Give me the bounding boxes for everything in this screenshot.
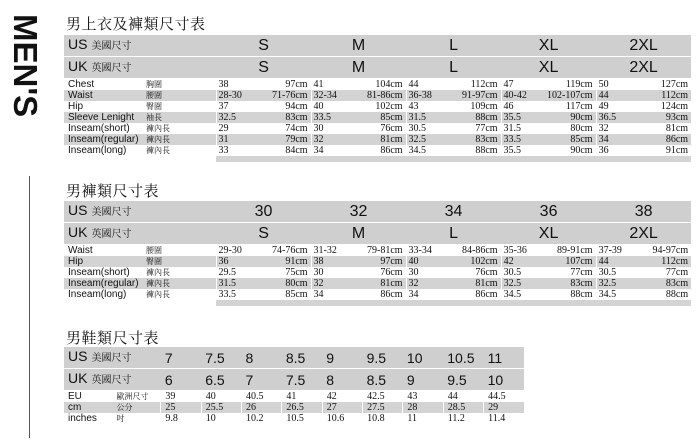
- shoe-measure-value: 39: [161, 391, 201, 403]
- shoe-measure-value: 40: [201, 391, 241, 403]
- shoe-size: 8: [242, 347, 282, 369]
- shoe-measure-value: 40.5: [242, 391, 282, 403]
- tops-size-2xl: 2XL: [596, 57, 691, 79]
- brand-text: MEN'S: [7, 14, 44, 118]
- measure-name-zh: 褲內長: [146, 278, 216, 289]
- measure-cm: 83cm: [444, 134, 501, 145]
- measure-inch: 41: [311, 79, 349, 91]
- tops-size-m: M: [311, 35, 406, 57]
- shoe-size: 7: [161, 347, 201, 369]
- tops-size-table: [64, 35, 691, 162]
- tops-size-xl: XL: [501, 57, 596, 79]
- measure-cm: 112cm: [634, 90, 691, 101]
- measure-name: Inseam(long): [68, 289, 127, 300]
- footer-cell: [596, 300, 691, 306]
- measure-cm: 81-86cm: [349, 90, 406, 101]
- measure-name: cm: [64, 402, 116, 413]
- measure-inch: 32.5: [501, 278, 539, 289]
- size-system-sub: 英國尺寸: [91, 63, 132, 74]
- footer-cell: [216, 300, 311, 306]
- tops-header-row: [64, 35, 691, 57]
- shoe-size: 11: [484, 347, 524, 369]
- measure-cm: 71-76cm: [254, 90, 311, 101]
- shoe-measure-value: 25: [161, 402, 201, 413]
- shoes-size-table: [64, 347, 524, 424]
- measure-cm: 88cm: [570, 289, 593, 300]
- measure-cm: 86cm: [475, 289, 498, 300]
- footer-cell: [406, 156, 501, 162]
- measure-cm: 102cm: [444, 256, 501, 267]
- pants-header-label: [64, 201, 216, 223]
- pants-header-row: [64, 201, 691, 223]
- measure-cm: 90cm: [539, 112, 596, 123]
- measure-name-zh: 臀圍: [146, 102, 162, 111]
- measure-cm: 94-97cm: [652, 245, 689, 256]
- measure-inch: 31.5: [406, 112, 444, 123]
- shoe-size: 9: [403, 369, 443, 391]
- measure-inch: 32.5: [596, 278, 634, 289]
- brand-divider-line: [29, 176, 30, 438]
- pants-footer-bar: [64, 300, 691, 306]
- measure-name: Inseam(short): [68, 123, 130, 134]
- measure-inch: 38: [311, 256, 349, 267]
- size-system-label: UK: [68, 58, 88, 74]
- measure-cm: 127cm: [660, 79, 689, 90]
- shoe-measure-value: 44: [443, 391, 483, 403]
- size-system-sub: 美國尺寸: [91, 353, 132, 364]
- size-system-sub: 英國尺寸: [91, 375, 132, 386]
- measure-cm: 81cm: [444, 278, 501, 289]
- measure-inch: 43: [406, 101, 444, 112]
- pants-header-label: [64, 223, 216, 245]
- measure-name-zh: 褲內長: [146, 268, 170, 277]
- measure-inch: 44: [406, 79, 444, 91]
- measure-inch: 38: [216, 79, 254, 91]
- tops-size-xl: XL: [501, 35, 596, 57]
- measure-inch: 30.5: [596, 267, 634, 278]
- shoe-measure-value: 10.2: [242, 413, 282, 424]
- measure-inch: 32: [406, 278, 444, 289]
- measure-inch: 32-34: [311, 90, 349, 101]
- shoe-size: 9.5: [363, 347, 403, 369]
- measure-cm: 119cm: [565, 79, 593, 90]
- measure-name: inches: [68, 413, 97, 424]
- measure-inch: 31-32: [311, 245, 349, 257]
- shoe-measure-value: 26.5: [282, 402, 322, 413]
- shoe-measure-value: 42.5: [363, 391, 403, 403]
- measure-inch: 31.5: [501, 123, 539, 134]
- measure-inch: 33: [216, 145, 254, 156]
- measure-cm: 74cm: [285, 123, 308, 134]
- measure-inch: 31: [216, 134, 254, 145]
- measure-inch: 34: [406, 289, 444, 300]
- pants-header-row: [64, 223, 691, 245]
- pants-measure-row: [64, 278, 691, 289]
- measure-cm: 83cm: [539, 278, 596, 289]
- tops-measure-row: [64, 101, 691, 112]
- measure-name: Inseam(regular): [64, 278, 146, 289]
- shoe-size: 10.5: [443, 347, 483, 369]
- shoe-measure-value: 10.8: [363, 413, 403, 424]
- footer-cell: [501, 300, 596, 306]
- size-system-label: US: [68, 36, 88, 52]
- tops-footer-bar: [64, 156, 691, 162]
- size-system-label: UK: [68, 224, 88, 240]
- measure-name-zh: 吋: [116, 414, 125, 423]
- measure-name: Inseam(short): [68, 267, 130, 278]
- tops-measure-row: [64, 90, 691, 101]
- shoe-measure-value: 28: [403, 402, 443, 413]
- shoe-measure-value: 25.5: [201, 402, 241, 413]
- measure-inch: 30.5: [406, 123, 444, 134]
- measure-cm: 79-81cm: [367, 245, 403, 256]
- shoe-measure-value: 10.6: [322, 413, 362, 424]
- pants-size-s: S: [216, 223, 311, 245]
- pants-size-m: M: [311, 223, 406, 245]
- shoes-measure-row: [64, 402, 524, 413]
- footer-cell: [311, 156, 406, 162]
- footer-gap: [64, 300, 216, 306]
- measure-name-zh: 歐洲尺寸: [116, 392, 149, 401]
- measure-cm: 81cm: [349, 278, 406, 289]
- measure-inch: 29: [216, 123, 254, 134]
- measure-inch: 34: [311, 289, 349, 300]
- shoe-size: 10: [484, 369, 524, 391]
- measure-inch: 35.5: [501, 112, 539, 123]
- size-system-sub: 美國尺寸: [91, 207, 132, 218]
- tops-measure-row: [64, 112, 691, 123]
- measure-cm: 93cm: [634, 112, 691, 123]
- measure-name: Hip: [68, 101, 84, 112]
- pants-measure-row: [64, 267, 691, 278]
- tops-measure-row: [64, 134, 691, 145]
- measure-inch: 29.5: [216, 267, 254, 278]
- measure-name-zh: 褲內長: [146, 134, 216, 145]
- measure-inch: 36.5: [596, 112, 634, 123]
- measure-inch: 30: [311, 123, 349, 134]
- pants-title: 男褲類尺寸表: [66, 183, 160, 200]
- measure-inch: 34: [596, 134, 634, 145]
- measure-inch: 34.5: [406, 145, 444, 156]
- measure-cm: 112cm: [470, 79, 498, 90]
- shoe-size: 10: [403, 347, 443, 369]
- measure-inch: 35.5: [501, 145, 539, 156]
- tops-measure-row: [64, 79, 691, 91]
- measure-cm: 76cm: [475, 267, 498, 278]
- measure-name-zh: 腰圍: [146, 90, 216, 101]
- shoes-header-label: [64, 347, 161, 369]
- shoe-size: 6.5: [201, 369, 241, 391]
- measure-name: Waist: [64, 90, 146, 101]
- shoe-measure-value: 44.5: [484, 391, 524, 403]
- measure-inch: 49: [596, 101, 634, 112]
- measure-inch: 31.5: [216, 278, 254, 289]
- measure-inch: 36: [216, 256, 254, 267]
- tops-size-s: S: [216, 57, 311, 79]
- measure-inch: 37-39: [596, 245, 634, 257]
- measure-inch: 35-36: [501, 245, 539, 257]
- measure-name-zh: 臀圍: [146, 256, 216, 267]
- shoe-measure-value: 41: [282, 391, 322, 403]
- measure-cm: 80cm: [254, 278, 311, 289]
- measure-inch: 40: [311, 101, 349, 112]
- measure-cm: 89-91cm: [557, 245, 593, 256]
- shoe-measure-value: 11.2: [443, 413, 483, 424]
- measure-cm: 77cm: [475, 123, 498, 134]
- shoe-measure-value: 28.5: [443, 402, 483, 413]
- shoe-size: 6: [161, 369, 201, 391]
- measure-name-zh: 胸圍: [146, 80, 162, 89]
- measure-inch: 50: [596, 79, 634, 91]
- pants-size-table: [64, 201, 691, 306]
- measure-cm: 91cm: [665, 145, 689, 156]
- pants-size-xl: XL: [501, 223, 596, 245]
- measure-inch: 32: [311, 134, 349, 145]
- shoes-header-label: [64, 369, 161, 391]
- pants-size-38: 38: [596, 201, 691, 223]
- measure-cm: 75cm: [285, 267, 308, 278]
- measure-cm: 84-86cm: [462, 245, 498, 256]
- measure-cm: 77cm: [665, 267, 689, 278]
- measure-inch: 32: [311, 278, 349, 289]
- measure-inch: 33.5: [216, 289, 254, 300]
- shoes-measure-row: [64, 391, 524, 403]
- measure-inch: 44: [596, 256, 634, 267]
- shoe-size: 7: [242, 369, 282, 391]
- shoe-size: 8.5: [282, 347, 322, 369]
- shoe-measure-value: 11.4: [484, 413, 524, 424]
- shoes-measure-row: [64, 413, 524, 424]
- measure-cm: 97cm: [349, 256, 406, 267]
- measure-cm: 84cm: [285, 145, 308, 156]
- measure-name: Chest: [68, 79, 95, 90]
- measure-inch: 47: [501, 79, 539, 91]
- measure-name-zh: 腰圍: [146, 246, 162, 255]
- measure-inch: 34: [311, 145, 349, 156]
- measure-cm: 79cm: [254, 134, 311, 145]
- tops-header-label: [64, 35, 216, 57]
- measure-cm: 91-97cm: [444, 90, 501, 101]
- tops-header-label: [64, 57, 216, 79]
- measure-cm: 77cm: [570, 267, 593, 278]
- measure-cm: 85cm: [285, 289, 308, 300]
- measure-inch: 29-30: [216, 245, 254, 257]
- measure-inch: 34.5: [596, 289, 634, 300]
- size-system-label: UK: [68, 370, 88, 386]
- measure-inch: 44: [596, 90, 634, 101]
- tops-size-2xl: 2XL: [596, 35, 691, 57]
- pants-size-2xl: 2XL: [596, 223, 691, 245]
- shoe-measure-value: 27.5: [363, 402, 403, 413]
- pants-measure-row: [64, 245, 691, 257]
- shoe-measure-value: 42: [322, 391, 362, 403]
- shoe-measure-value: 10: [201, 413, 241, 424]
- measure-inch: 36-38: [406, 90, 444, 101]
- size-system-label: US: [68, 348, 88, 364]
- tops-size-m: M: [311, 57, 406, 79]
- brand-mens-logo: [0, 4, 52, 174]
- size-system-label: US: [68, 202, 88, 218]
- measure-inch: 40-42: [501, 90, 539, 101]
- footer-cell: [216, 156, 311, 162]
- shoes-title: 男鞋類尺寸表: [66, 330, 160, 347]
- footer-cell: [501, 156, 596, 162]
- measure-name: Inseam(long): [68, 145, 127, 156]
- measure-inch: 32.5: [216, 112, 254, 123]
- measure-cm: 102-107cm: [539, 90, 596, 101]
- measure-cm: 80cm: [570, 123, 593, 134]
- measure-name-zh: 褲內長: [146, 290, 170, 299]
- measure-cm: 76cm: [380, 123, 403, 134]
- pants-size-32: 32: [311, 201, 406, 223]
- measure-cm: 88cm: [475, 145, 498, 156]
- measure-inch: 28-30: [216, 90, 254, 101]
- measure-cm: 124cm: [660, 101, 689, 112]
- measure-name-zh: 公分: [116, 402, 160, 413]
- footer-cell: [311, 300, 406, 306]
- measure-name-zh: 褲內長: [146, 124, 170, 133]
- shoe-size: 7.5: [201, 347, 241, 369]
- measure-cm: 112cm: [634, 256, 691, 267]
- measure-cm: 83cm: [634, 278, 691, 289]
- measure-cm: 94cm: [285, 101, 308, 112]
- shoe-measure-value: 43: [403, 391, 443, 403]
- measure-name: Inseam(regular): [64, 134, 146, 145]
- shoe-measure-value: 10.5: [282, 413, 322, 424]
- measure-cm: 97cm: [285, 79, 308, 90]
- pants-measure-row: [64, 256, 691, 267]
- measure-inch: 34.5: [501, 289, 539, 300]
- measure-cm: 86cm: [634, 134, 691, 145]
- shoes-header-row: [64, 347, 524, 369]
- measure-cm: 76cm: [380, 267, 403, 278]
- shoe-measure-value: 26: [242, 402, 282, 413]
- measure-cm: 88cm: [444, 112, 501, 123]
- measure-name: EU: [68, 391, 82, 402]
- tops-size-s: S: [216, 35, 311, 57]
- tops-measure-row: [64, 145, 691, 156]
- measure-inch: 33-34: [406, 245, 444, 257]
- footer-gap: [64, 156, 216, 162]
- measure-name: Sleeve Lenight: [64, 112, 146, 123]
- measure-cm: 85cm: [349, 112, 406, 123]
- shoes-header-row: [64, 369, 524, 391]
- pants-size-l: L: [406, 223, 501, 245]
- shoe-size: 8: [322, 369, 362, 391]
- measure-cm: 81cm: [349, 134, 406, 145]
- pants-size-30: 30: [216, 201, 311, 223]
- measure-inch: 33.5: [501, 134, 539, 145]
- size-system-sub: 美國尺寸: [91, 41, 132, 52]
- shoe-size: 7.5: [282, 369, 322, 391]
- measure-inch: 30: [406, 267, 444, 278]
- tops-size-l: L: [406, 35, 501, 57]
- measure-cm: 104cm: [375, 79, 403, 90]
- tops-title: 男上衣及褲類尺寸表: [66, 16, 206, 33]
- footer-cell: [596, 156, 691, 162]
- measure-inch: 32: [596, 123, 634, 134]
- measure-cm: 85cm: [539, 134, 596, 145]
- measure-inch: 36: [596, 145, 634, 156]
- measure-inch: 37: [216, 101, 254, 112]
- measure-cm: 91cm: [254, 256, 311, 267]
- measure-cm: 83cm: [254, 112, 311, 123]
- measure-name-zh: 袖長: [146, 112, 216, 123]
- tops-size-l: L: [406, 57, 501, 79]
- measure-inch: 40: [406, 256, 444, 267]
- measure-cm: 107cm: [539, 256, 596, 267]
- measure-inch: 42: [501, 256, 539, 267]
- tops-measure-row: [64, 123, 691, 134]
- footer-cell: [406, 300, 501, 306]
- measure-cm: 86cm: [380, 289, 403, 300]
- shoe-measure-value: 11: [403, 413, 443, 424]
- size-system-sub: 英國尺寸: [91, 229, 132, 240]
- pants-size-34: 34: [406, 201, 501, 223]
- measure-cm: 109cm: [470, 101, 498, 112]
- measure-cm: 86cm: [380, 145, 403, 156]
- measure-cm: 117cm: [565, 101, 593, 112]
- measure-cm: 74-76cm: [271, 245, 308, 256]
- measure-inch: 32.5: [406, 134, 444, 145]
- measure-cm: 81cm: [665, 123, 689, 134]
- measure-name: Waist: [68, 245, 93, 256]
- measure-inch: 30: [311, 267, 349, 278]
- measure-name-zh: 褲內長: [146, 146, 170, 155]
- pants-size-36: 36: [501, 201, 596, 223]
- shoe-size: 9: [322, 347, 362, 369]
- measure-inch: 46: [501, 101, 539, 112]
- measure-name: Hip: [64, 256, 146, 267]
- shoe-size: 8.5: [363, 369, 403, 391]
- measure-inch: 33.5: [311, 112, 349, 123]
- shoe-size: 9.5: [443, 369, 483, 391]
- measure-inch: 30.5: [501, 267, 539, 278]
- pants-measure-row: [64, 289, 691, 300]
- tops-header-row: [64, 57, 691, 79]
- measure-cm: 88cm: [665, 289, 689, 300]
- measure-cm: 90cm: [570, 145, 593, 156]
- shoe-measure-value: 27: [322, 402, 362, 413]
- shoe-measure-value: 9.8: [161, 413, 201, 424]
- measure-cm: 102cm: [375, 101, 403, 112]
- shoe-measure-value: 29: [484, 402, 524, 413]
